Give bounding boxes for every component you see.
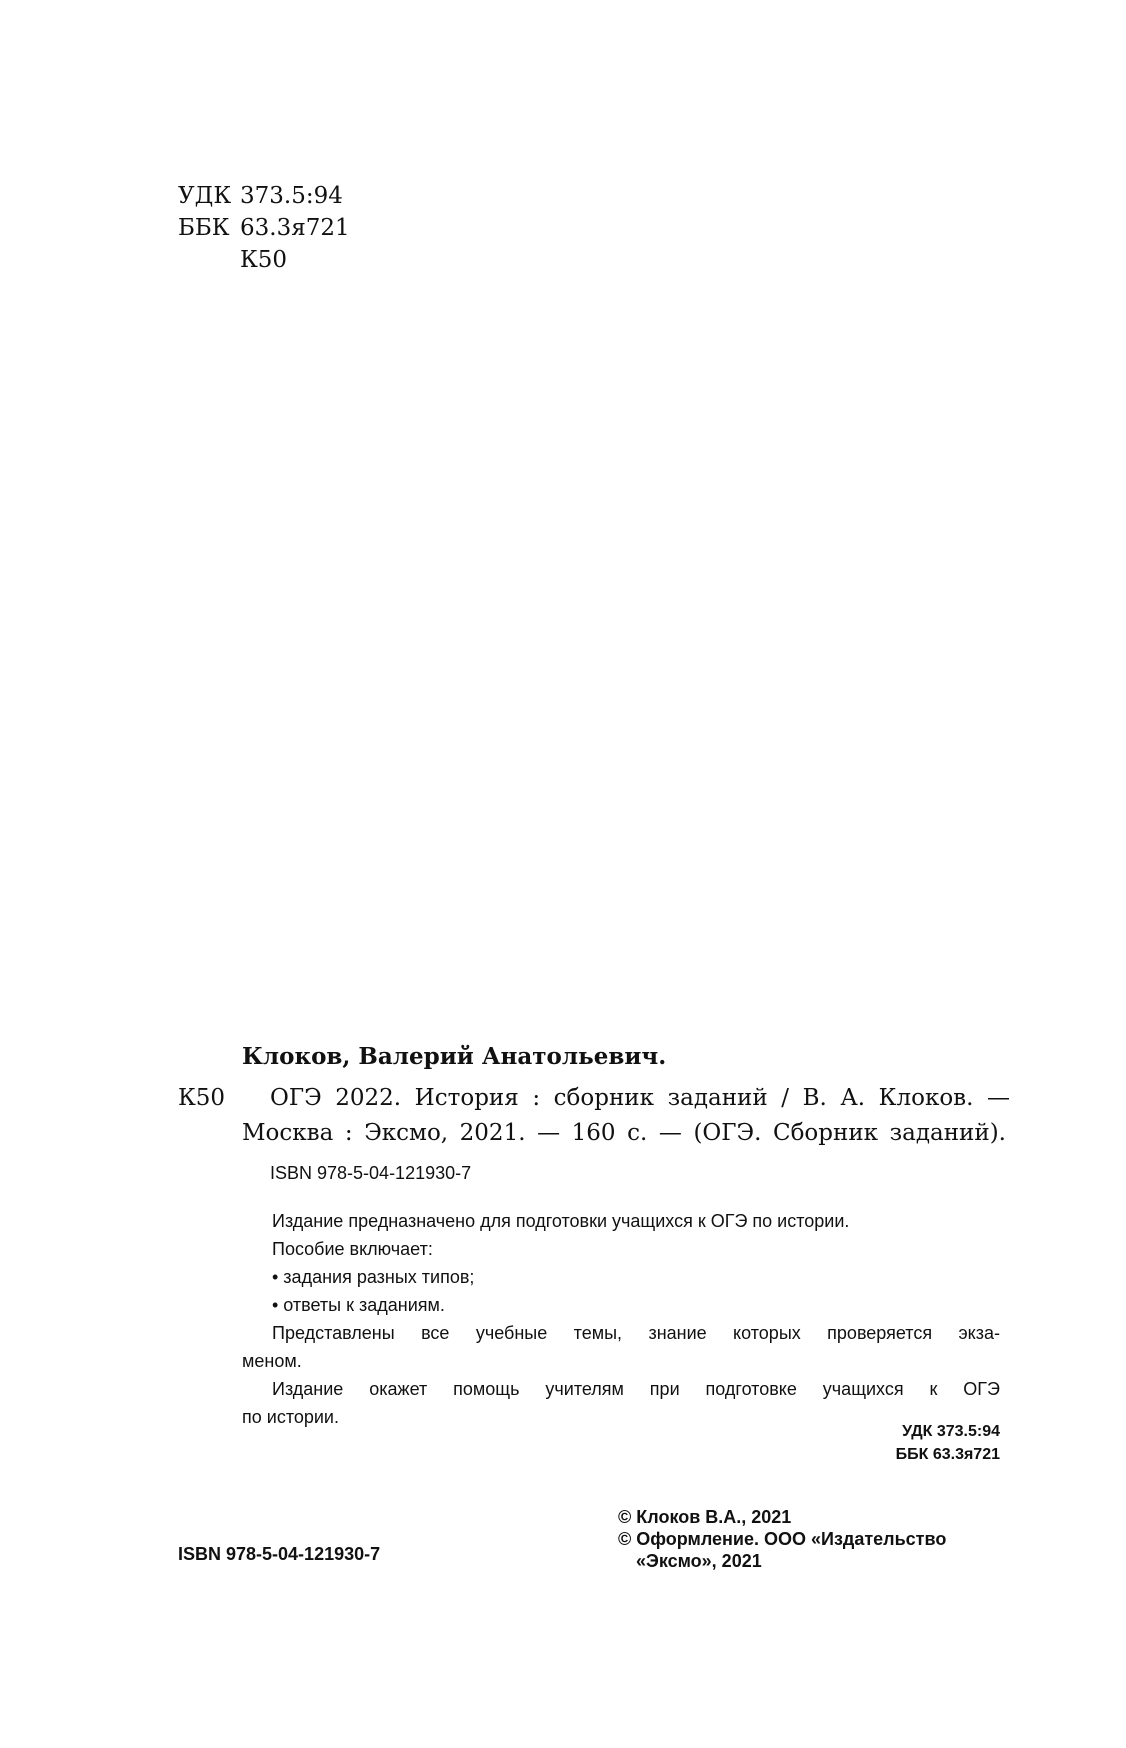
isbn-bottom: ISBN 978-5-04-121930-7 bbox=[178, 1544, 381, 1564]
copyright-design: © Оформление. ООО «Издательство bbox=[618, 1529, 947, 1549]
author-heading: Клоков, Валерий Анатольевич. bbox=[242, 1043, 667, 1070]
annotation-paragraph-2-line-2: меном. bbox=[242, 1351, 302, 1371]
author-sign: К50 bbox=[178, 1085, 226, 1111]
annotation-line-2: Пособие включает: bbox=[272, 1239, 433, 1259]
bbk-value: 63.3я721 bbox=[240, 215, 350, 241]
author-sign-top: К50 bbox=[240, 247, 288, 273]
udk-value: 373.5:94 bbox=[240, 183, 343, 209]
annotation-bullet-1: • задания разных типов; bbox=[272, 1267, 475, 1287]
bbk-label: ББК bbox=[178, 215, 230, 241]
publication-line: Москва : Эксмо, 2021. — 160 с. — (ОГЭ. Сборник заданий). bbox=[242, 1120, 1006, 1146]
annotation-paragraph-3-line-2: по истории. bbox=[242, 1407, 339, 1427]
classification-block-bottom bbox=[700, 1420, 1000, 1466]
classification-block-top bbox=[178, 180, 350, 276]
annotation-line-1: Издание предназначено для подготовки учащихся к ОГЭ по истории. bbox=[272, 1211, 850, 1231]
annotation-bullet-2: • ответы к заданиям. bbox=[272, 1295, 445, 1315]
isbn-inner: ISBN 978-5-04-121930-7 bbox=[270, 1163, 472, 1183]
bbk-bottom: ББК 63.3я721 bbox=[895, 1446, 1000, 1463]
udk-label: УДК bbox=[178, 183, 232, 209]
copyright-design-continued: «Эксмо», 2021 bbox=[636, 1551, 762, 1571]
udk-bottom: УДК 373.5:94 bbox=[902, 1423, 1000, 1440]
annotation bbox=[242, 1207, 1000, 1431]
title-line: ОГЭ 2022. История : сборник заданий / В. А. Клоков. — bbox=[270, 1085, 1010, 1111]
copyright-block bbox=[618, 1506, 946, 1572]
annotation-paragraph-2-line-1: Представлены все учебные темы, знание которых проверяется экза- bbox=[272, 1323, 1000, 1343]
annotation-paragraph-3-line-1: Издание окажет помощь учителям при подготовке учащихся к ОГЭ bbox=[272, 1379, 1000, 1399]
copyright-author: © Клоков В.А., 2021 bbox=[618, 1507, 792, 1527]
